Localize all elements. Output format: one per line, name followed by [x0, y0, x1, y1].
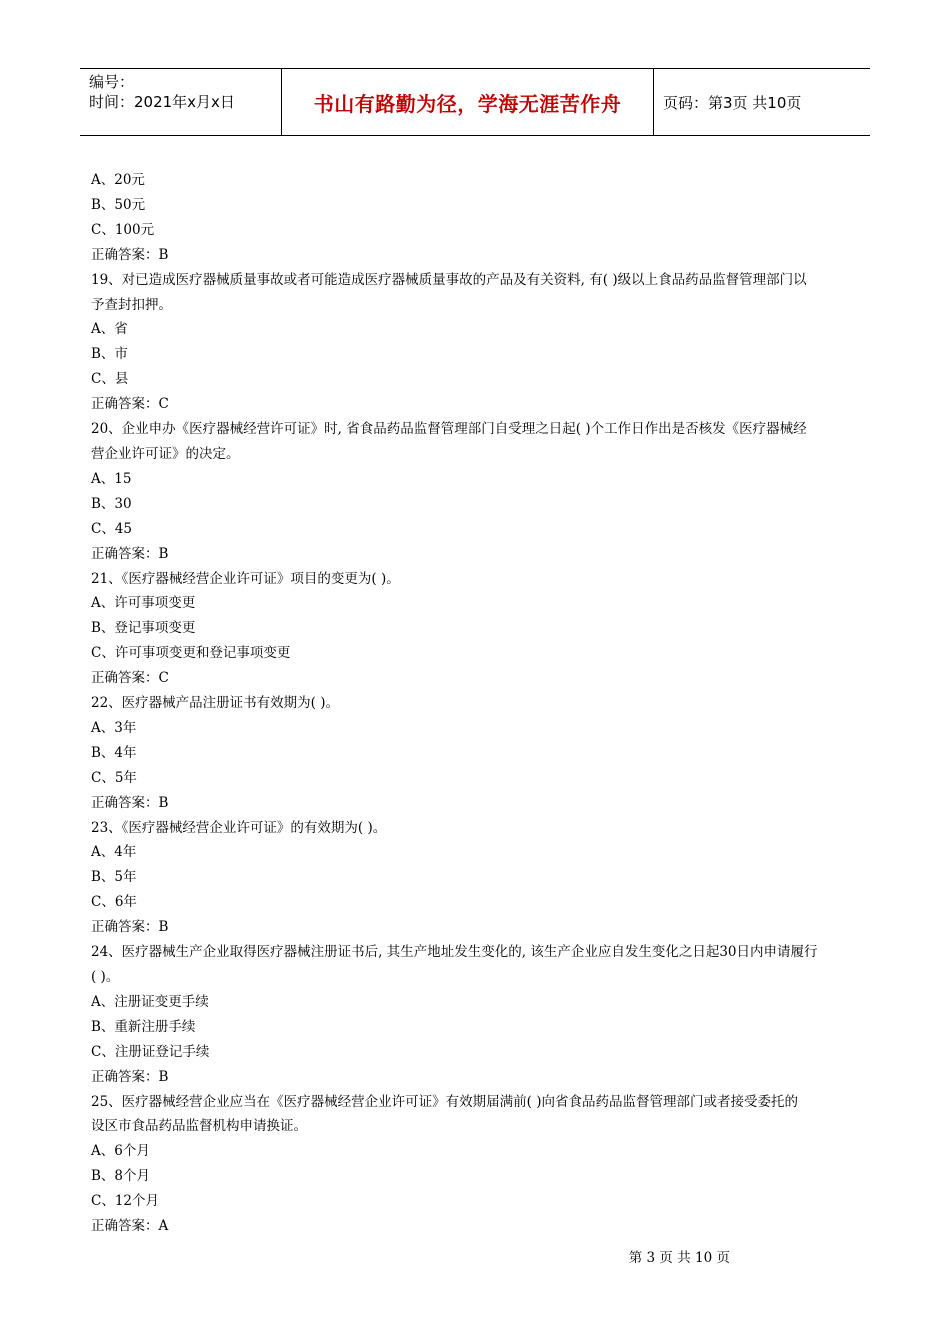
- text-line: C、5年: [91, 769, 137, 786]
- answer-line: 正确答案：B: [91, 246, 169, 263]
- text-line: C、注册证登记手续: [91, 1043, 210, 1060]
- document-time-label: 时间：2021年x月x日: [89, 93, 235, 111]
- text-line: C、6年: [91, 894, 137, 911]
- answer-line: 正确答案：B: [91, 919, 169, 936]
- answer-line: 正确答案：B: [91, 1068, 169, 1085]
- question-line: 23、《医疗器械经营企业许可证》的有效期为( )。: [91, 819, 387, 836]
- question-line: 设区市食品药品监督机构申请换证。: [91, 1118, 307, 1135]
- header-info-cell: [80, 69, 282, 135]
- page-footer: [0, 1246, 950, 1266]
- text-line: B、重新注册手续: [91, 1018, 196, 1035]
- question-line: 营企业许可证》的决定。: [91, 445, 240, 462]
- text-line: B、市: [91, 346, 128, 363]
- text-line: A、3年: [91, 719, 137, 736]
- question-line: 24、医疗器械生产企业取得医疗器械注册证书后, 其生产地址发生变化的, 该生产企业应自发生变化之日起30日内申请履行: [91, 944, 818, 961]
- text-line: C、许可事项变更和登记事项变更: [91, 645, 291, 662]
- question-line: ( )。: [91, 969, 120, 985]
- document-number-label: 编号：: [89, 73, 135, 91]
- question-line: 20、企业申办《医疗器械经营许可证》时, 省食品药品监督管理部门自受理之日起( )个工作日作出是否核发《医疗器械经: [91, 421, 807, 438]
- answer-line: 正确答案：B: [91, 545, 169, 562]
- text-line: A、省: [91, 321, 128, 338]
- text-line: B、30: [91, 495, 132, 512]
- question-line: 22、医疗器械产品注册证书有效期为( )。: [91, 695, 340, 712]
- answer-line: 正确答案：C: [91, 396, 169, 413]
- text-line: A、6个月: [91, 1143, 150, 1160]
- document-body: [91, 168, 861, 1239]
- text-line: C、县: [91, 371, 129, 388]
- question-line: 25、医疗器械经营企业应当在《医疗器械经营企业许可证》有效期届满前( )向省食品药品监督管理部门或者接受委托的: [91, 1093, 799, 1110]
- text-line: C、100元: [91, 221, 155, 238]
- text-line: B、50元: [91, 196, 146, 213]
- answer-line: 正确答案：C: [91, 670, 169, 687]
- text-line: A、20元: [91, 172, 145, 188]
- header-motto: 书山有路勤为径，学海无涯苦作舟: [282, 69, 654, 135]
- text-line: C、45: [91, 520, 133, 537]
- text-line: B、5年: [91, 869, 137, 886]
- answer-line: 正确答案：A: [91, 1218, 169, 1235]
- text-line: B、8个月: [91, 1168, 151, 1185]
- answer-line: 正确答案：B: [91, 794, 169, 811]
- text-line: A、注册证变更手续: [91, 993, 209, 1010]
- header-page-label: 页码：第3页 共10页: [663, 93, 802, 112]
- question-line: 19、对已造成医疗器械质量事故或者可能造成医疗器械质量事故的产品及有关资料, 有( )级以上食品药品监督管理部门以: [91, 271, 807, 288]
- question-line: 予查封扣押。: [91, 296, 172, 313]
- text-line: B、4年: [91, 744, 137, 761]
- text-line: C、12个月: [91, 1193, 160, 1210]
- question-line: 21、《医疗器械经营企业许可证》项目的变更为( )。: [91, 570, 400, 587]
- text-line: B、登记事项变更: [91, 620, 196, 637]
- text-line: A、许可事项变更: [91, 595, 196, 612]
- footer-page-number: 第 3 页 共 10 页: [628, 1250, 730, 1266]
- page-header: [80, 68, 870, 136]
- text-line: A、4年: [91, 844, 137, 861]
- text-line: A、15: [91, 470, 132, 487]
